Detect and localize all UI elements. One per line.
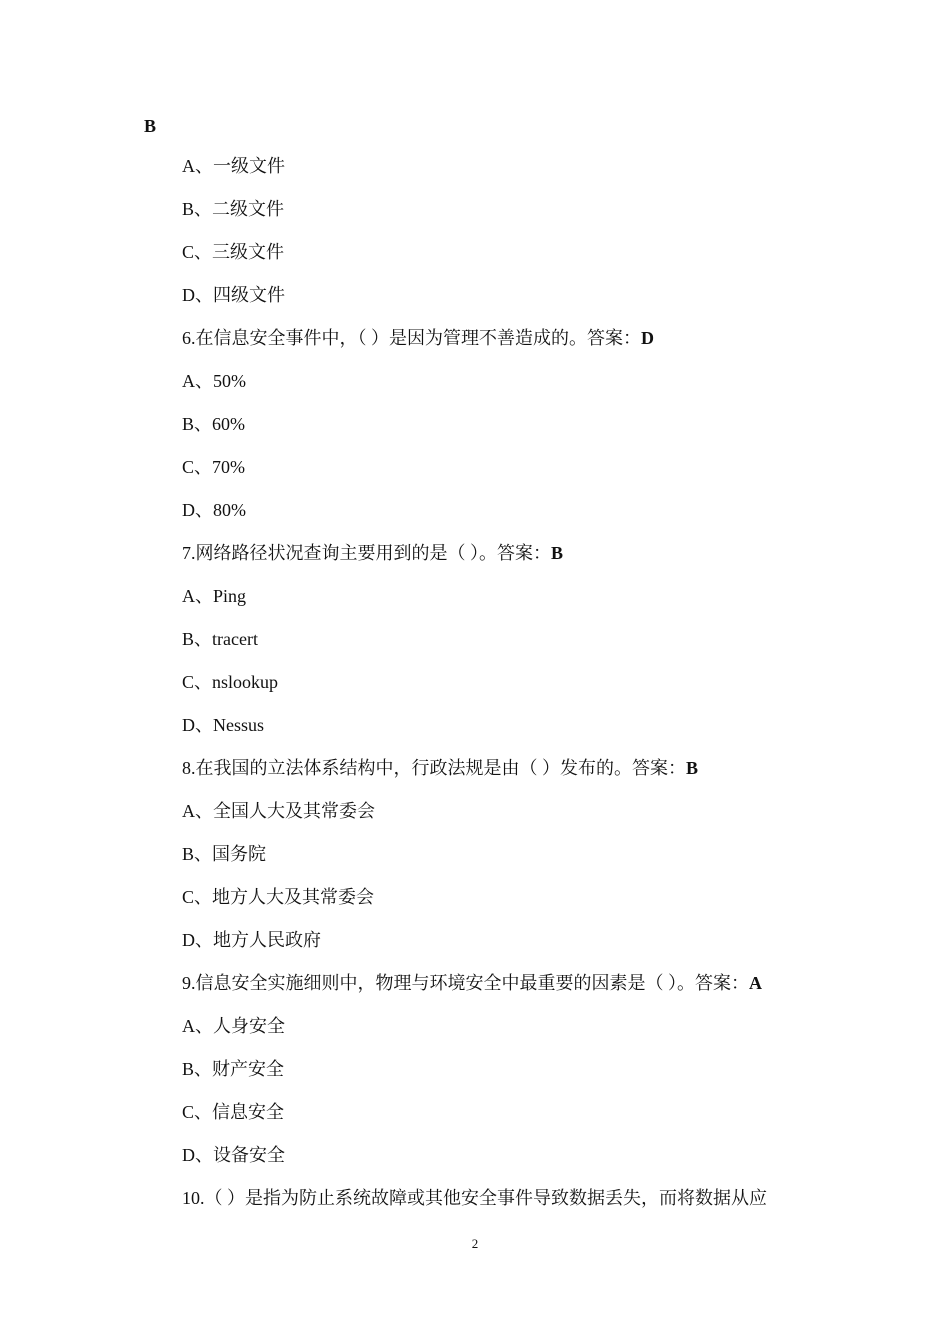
answer-letter: D bbox=[641, 328, 654, 348]
option-b: B、60% bbox=[182, 414, 245, 434]
question-text: 7.网络路径状况查询主要用到的是（ ）。答案： bbox=[182, 543, 551, 563]
option-c: C、nslookup bbox=[182, 672, 279, 692]
option-c: C、地方人大及其常委会 bbox=[182, 887, 375, 907]
carry-over-answer: B bbox=[144, 116, 157, 136]
question-10: 10.（ ）是指为防止系统故障或其他安全事件导致数据丢失，而将数据从应 bbox=[182, 1188, 767, 1208]
option-a: A、人身安全 bbox=[182, 1016, 285, 1036]
answer-letter: A bbox=[749, 973, 762, 993]
question-9 bbox=[182, 972, 762, 994]
option-a: A、一级文件 bbox=[182, 156, 285, 176]
question-6 bbox=[182, 327, 654, 349]
page-number: 2 bbox=[471, 1236, 479, 1251]
answer-letter: B bbox=[686, 758, 699, 778]
option-b: B、tracert bbox=[182, 629, 258, 649]
option-d: D、80% bbox=[182, 500, 246, 520]
option-d: D、Nessus bbox=[182, 715, 265, 735]
question-8 bbox=[182, 757, 698, 779]
question-text: 8.在我国的立法体系结构中，行政法规是由（ ）发布的。答案： bbox=[182, 758, 686, 778]
option-b: B、国务院 bbox=[182, 844, 267, 864]
option-b: B、二级文件 bbox=[182, 199, 285, 219]
option-c: C、三级文件 bbox=[182, 242, 285, 262]
question-7 bbox=[182, 542, 563, 564]
option-d: D、地方人民政府 bbox=[182, 930, 321, 950]
option-b: B、财产安全 bbox=[182, 1059, 285, 1079]
option-a: A、50% bbox=[182, 371, 246, 391]
question-text: 6.在信息安全事件中，（ ）是因为管理不善造成的。答案： bbox=[182, 328, 641, 348]
option-a: A、全国人大及其常委会 bbox=[182, 801, 375, 821]
answer-letter: B bbox=[551, 543, 564, 563]
option-d: D、设备安全 bbox=[182, 1145, 285, 1165]
option-c: C、70% bbox=[182, 457, 245, 477]
option-a: A、Ping bbox=[182, 586, 247, 606]
question-text: 9.信息安全实施细则中，物理与环境安全中最重要的因素是（ ）。答案： bbox=[182, 973, 749, 993]
option-d: D、四级文件 bbox=[182, 285, 285, 305]
option-c: C、信息安全 bbox=[182, 1102, 285, 1122]
